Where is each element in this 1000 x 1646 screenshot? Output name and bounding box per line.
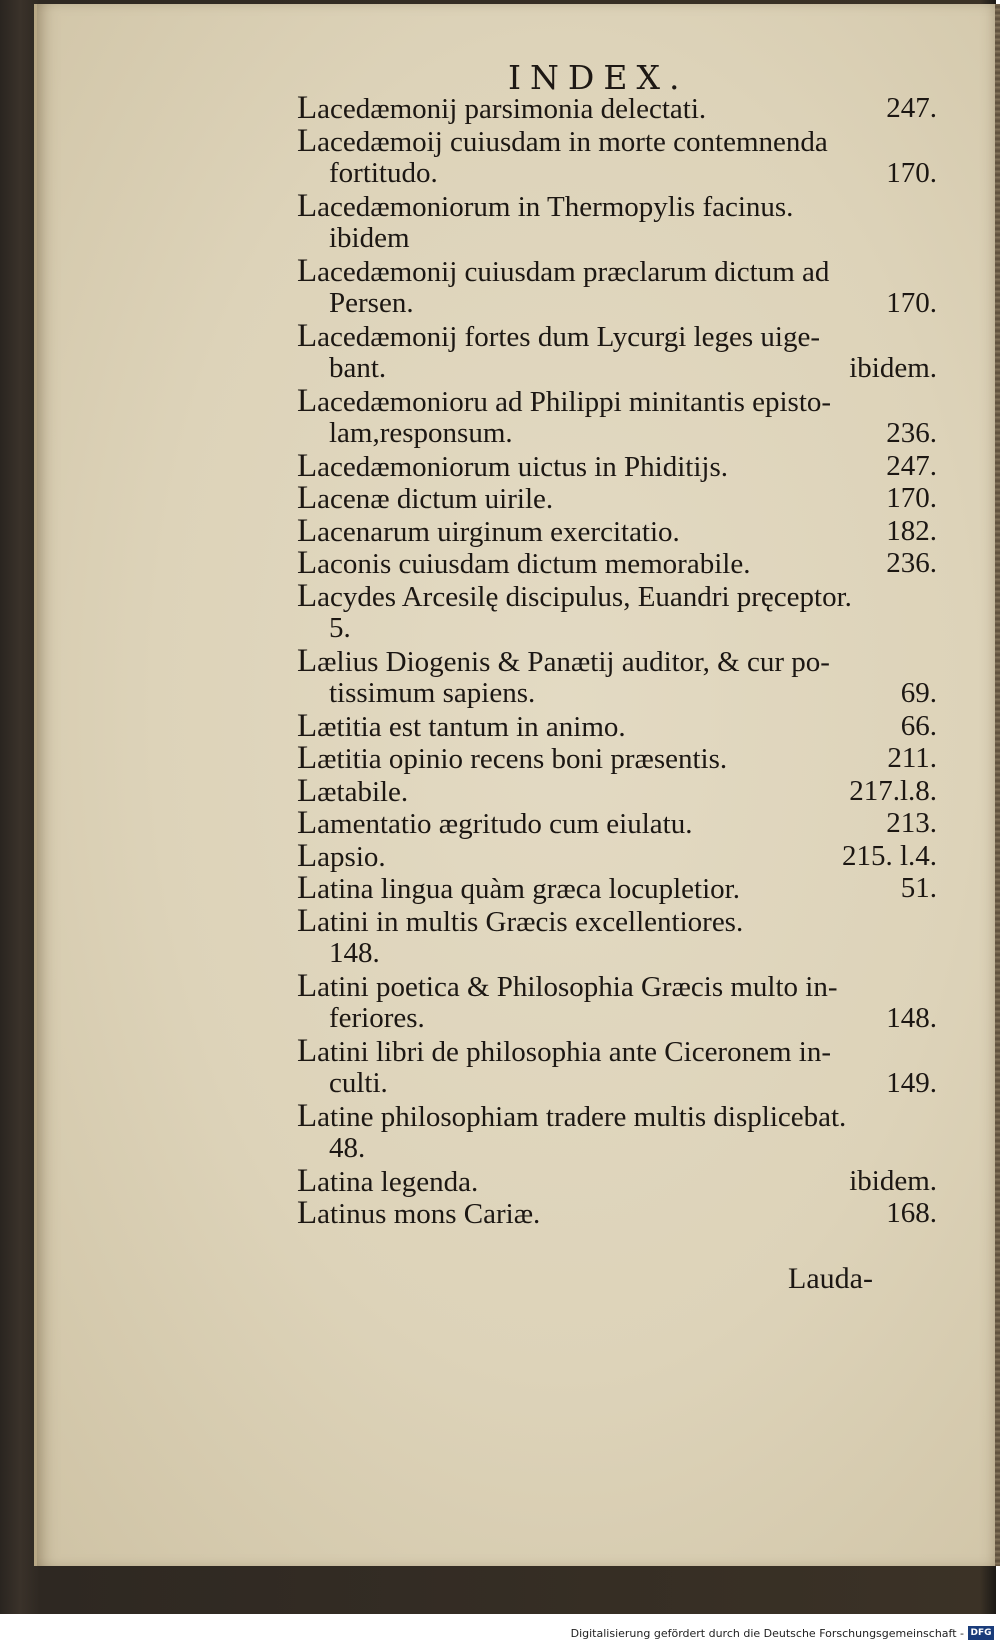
index-entry <box>297 447 937 484</box>
entry-text: Lacenarum uirginum exercitatio. <box>297 512 680 549</box>
entry-text: Lamentatio ægritudo cum eiulatu. <box>297 805 693 841</box>
page-reference: 215. l.4. <box>841 839 937 872</box>
entry-line <box>297 967 937 1004</box>
index-entry <box>297 967 937 1035</box>
entry-line <box>297 577 937 614</box>
entry-line <box>297 1162 937 1199</box>
index-entry <box>297 122 937 190</box>
entry-text: Lacedæmoniorum uictus in Phiditijs. <box>297 447 728 484</box>
index-entry <box>297 902 937 970</box>
entry-line <box>297 807 937 840</box>
index-entry <box>297 577 937 645</box>
index-entry <box>297 707 937 744</box>
entry-continuation-line <box>297 222 937 255</box>
index-entry <box>297 1097 937 1165</box>
entry-text: Lacenæ dictum uirile. <box>297 480 554 516</box>
index-entry <box>297 807 937 840</box>
index-entry <box>297 872 937 905</box>
index-entry <box>297 317 937 385</box>
entry-text: culti. <box>329 1067 388 1099</box>
entry-continuation-line <box>297 1002 937 1035</box>
entry-continuation-line <box>297 157 937 190</box>
entry-continuation-line <box>297 677 937 710</box>
entry-continuation-line <box>297 287 937 320</box>
entry-text: Latina legenda. <box>297 1162 479 1199</box>
page-reference: 148. <box>886 1002 937 1034</box>
entry-line <box>297 872 937 905</box>
page-reference: 247. <box>886 449 937 482</box>
entry-text: Lacedæmonioru ad Philippi minitantis episto- <box>297 382 832 419</box>
entry-line <box>297 317 937 354</box>
entry-line <box>297 1032 937 1069</box>
entry-text: Latini poetica & Philosophia Græcis multo in- <box>297 967 838 1004</box>
entry-text: Lacedæmonij fortes dum Lycurgi leges uige- <box>297 317 820 354</box>
entry-text: Lælius Diogenis & Panætij auditor, & cur po- <box>297 642 830 679</box>
entry-text: Latina lingua quàm græca locupletior. <box>297 870 740 906</box>
entry-line <box>297 1197 937 1230</box>
index-entry <box>297 642 937 710</box>
entry-text: Lacedæmoniorum in Thermopylis facinus. <box>297 187 794 224</box>
index-entries <box>297 92 937 1230</box>
entry-continuation-line <box>297 1132 937 1165</box>
page-reference: 236. <box>886 417 937 449</box>
entry-text: ibidem <box>329 222 410 254</box>
entry-line <box>297 642 937 679</box>
entry-line <box>297 837 937 874</box>
page-edge <box>995 4 1000 1566</box>
entry-line <box>297 122 937 159</box>
page-header: INDEX. <box>508 58 689 97</box>
catchword: Lauda- <box>788 1262 873 1295</box>
entry-text: Latinus mons Cariæ. <box>297 1195 541 1231</box>
entry-line <box>297 187 937 224</box>
index-entry <box>297 1197 937 1230</box>
entry-text: feriores. <box>329 1002 425 1034</box>
entry-text: Laconis cuiusdam dictum memorabile. <box>297 545 751 581</box>
entry-line <box>297 447 937 484</box>
entry-text: Persen. <box>329 287 414 319</box>
entry-text: fortitudo. <box>329 157 438 189</box>
entry-text: 48. <box>329 1132 366 1164</box>
page-reference: 217.l.8. <box>849 774 937 807</box>
page-reference: 170. <box>886 482 937 514</box>
page-reference: 182. <box>886 514 937 547</box>
page-reference: 69. <box>900 677 937 709</box>
entry-text: Lacedæmonij cuiusdam præclarum dictum ad <box>297 252 830 289</box>
entry-line <box>297 742 937 775</box>
entry-text: Lætabile. <box>297 772 409 809</box>
page-reference: 149. <box>886 1067 937 1099</box>
index-entry <box>297 382 937 450</box>
page-reference: 211. <box>887 742 937 774</box>
entry-continuation-line <box>297 937 937 970</box>
entry-text: lam,responsum. <box>329 417 513 449</box>
entry-text: Latine philosophiam tradere multis displicebat. <box>297 1097 847 1134</box>
page-reference: 170. <box>886 287 937 319</box>
entry-text: 5. <box>329 612 351 644</box>
entry-line <box>297 382 937 419</box>
entry-line <box>297 482 937 515</box>
page-reference: 51. <box>900 872 937 904</box>
index-entry <box>297 187 937 255</box>
entry-text: Lacydes Arcesilę discipulus, Euandri pręceptor. <box>297 577 852 614</box>
footer-bar <box>0 1622 1000 1646</box>
entry-text: Latini libri de philosophia ante Ciceronem in- <box>297 1032 831 1069</box>
entry-line <box>297 92 937 125</box>
entry-line <box>297 772 937 809</box>
index-entry <box>297 482 937 515</box>
page-reference: 236. <box>886 547 937 579</box>
entry-text: Lapsio. <box>297 837 386 874</box>
page-reference: ibidem. <box>849 1164 937 1197</box>
index-entry <box>297 742 937 775</box>
index-entry <box>297 1162 937 1199</box>
page-reference: 66. <box>900 709 937 742</box>
page-reference: 168. <box>886 1197 937 1229</box>
entry-continuation-line <box>297 1067 937 1100</box>
entry-line <box>297 707 937 744</box>
entry-line <box>297 252 937 289</box>
entry-text: Lætitia opinio recens boni præsentis. <box>297 740 728 776</box>
index-entry <box>297 92 937 125</box>
entry-continuation-line <box>297 417 937 450</box>
page-reference: 170. <box>886 157 937 189</box>
dfg-logo-icon: DFG <box>968 1626 994 1640</box>
entry-text: tissimum sapiens. <box>329 677 536 709</box>
entry-text: Lacedæmonij parsimonia delectati. <box>297 90 707 126</box>
entry-continuation-line <box>297 612 937 645</box>
index-entry <box>297 1032 937 1100</box>
page-reference: 213. <box>886 807 937 839</box>
funding-credit: Digitalisierung gefördert durch die Deutsche Forschungsgemeinschaft - <box>570 1627 964 1640</box>
entry-text: Lætitia est tantum in animo. <box>297 707 626 744</box>
index-entry <box>297 512 937 549</box>
entry-text: Latini in multis Græcis excellentiores. <box>297 902 744 939</box>
index-entry <box>297 772 937 809</box>
entry-line <box>297 902 937 939</box>
page-reference: ibidem. <box>849 352 937 384</box>
entry-line <box>297 512 937 549</box>
entry-text: Lacedæmoij cuiusdam in morte contemnenda <box>297 122 828 159</box>
index-entry <box>297 252 937 320</box>
entry-text: 148. <box>329 937 380 969</box>
entry-line <box>297 1097 937 1134</box>
index-entry <box>297 837 937 874</box>
entry-line <box>297 547 937 580</box>
index-entry <box>297 547 937 580</box>
page-reference: 247. <box>886 92 937 124</box>
entry-continuation-line <box>297 352 937 385</box>
entry-text: bant. <box>329 352 387 384</box>
